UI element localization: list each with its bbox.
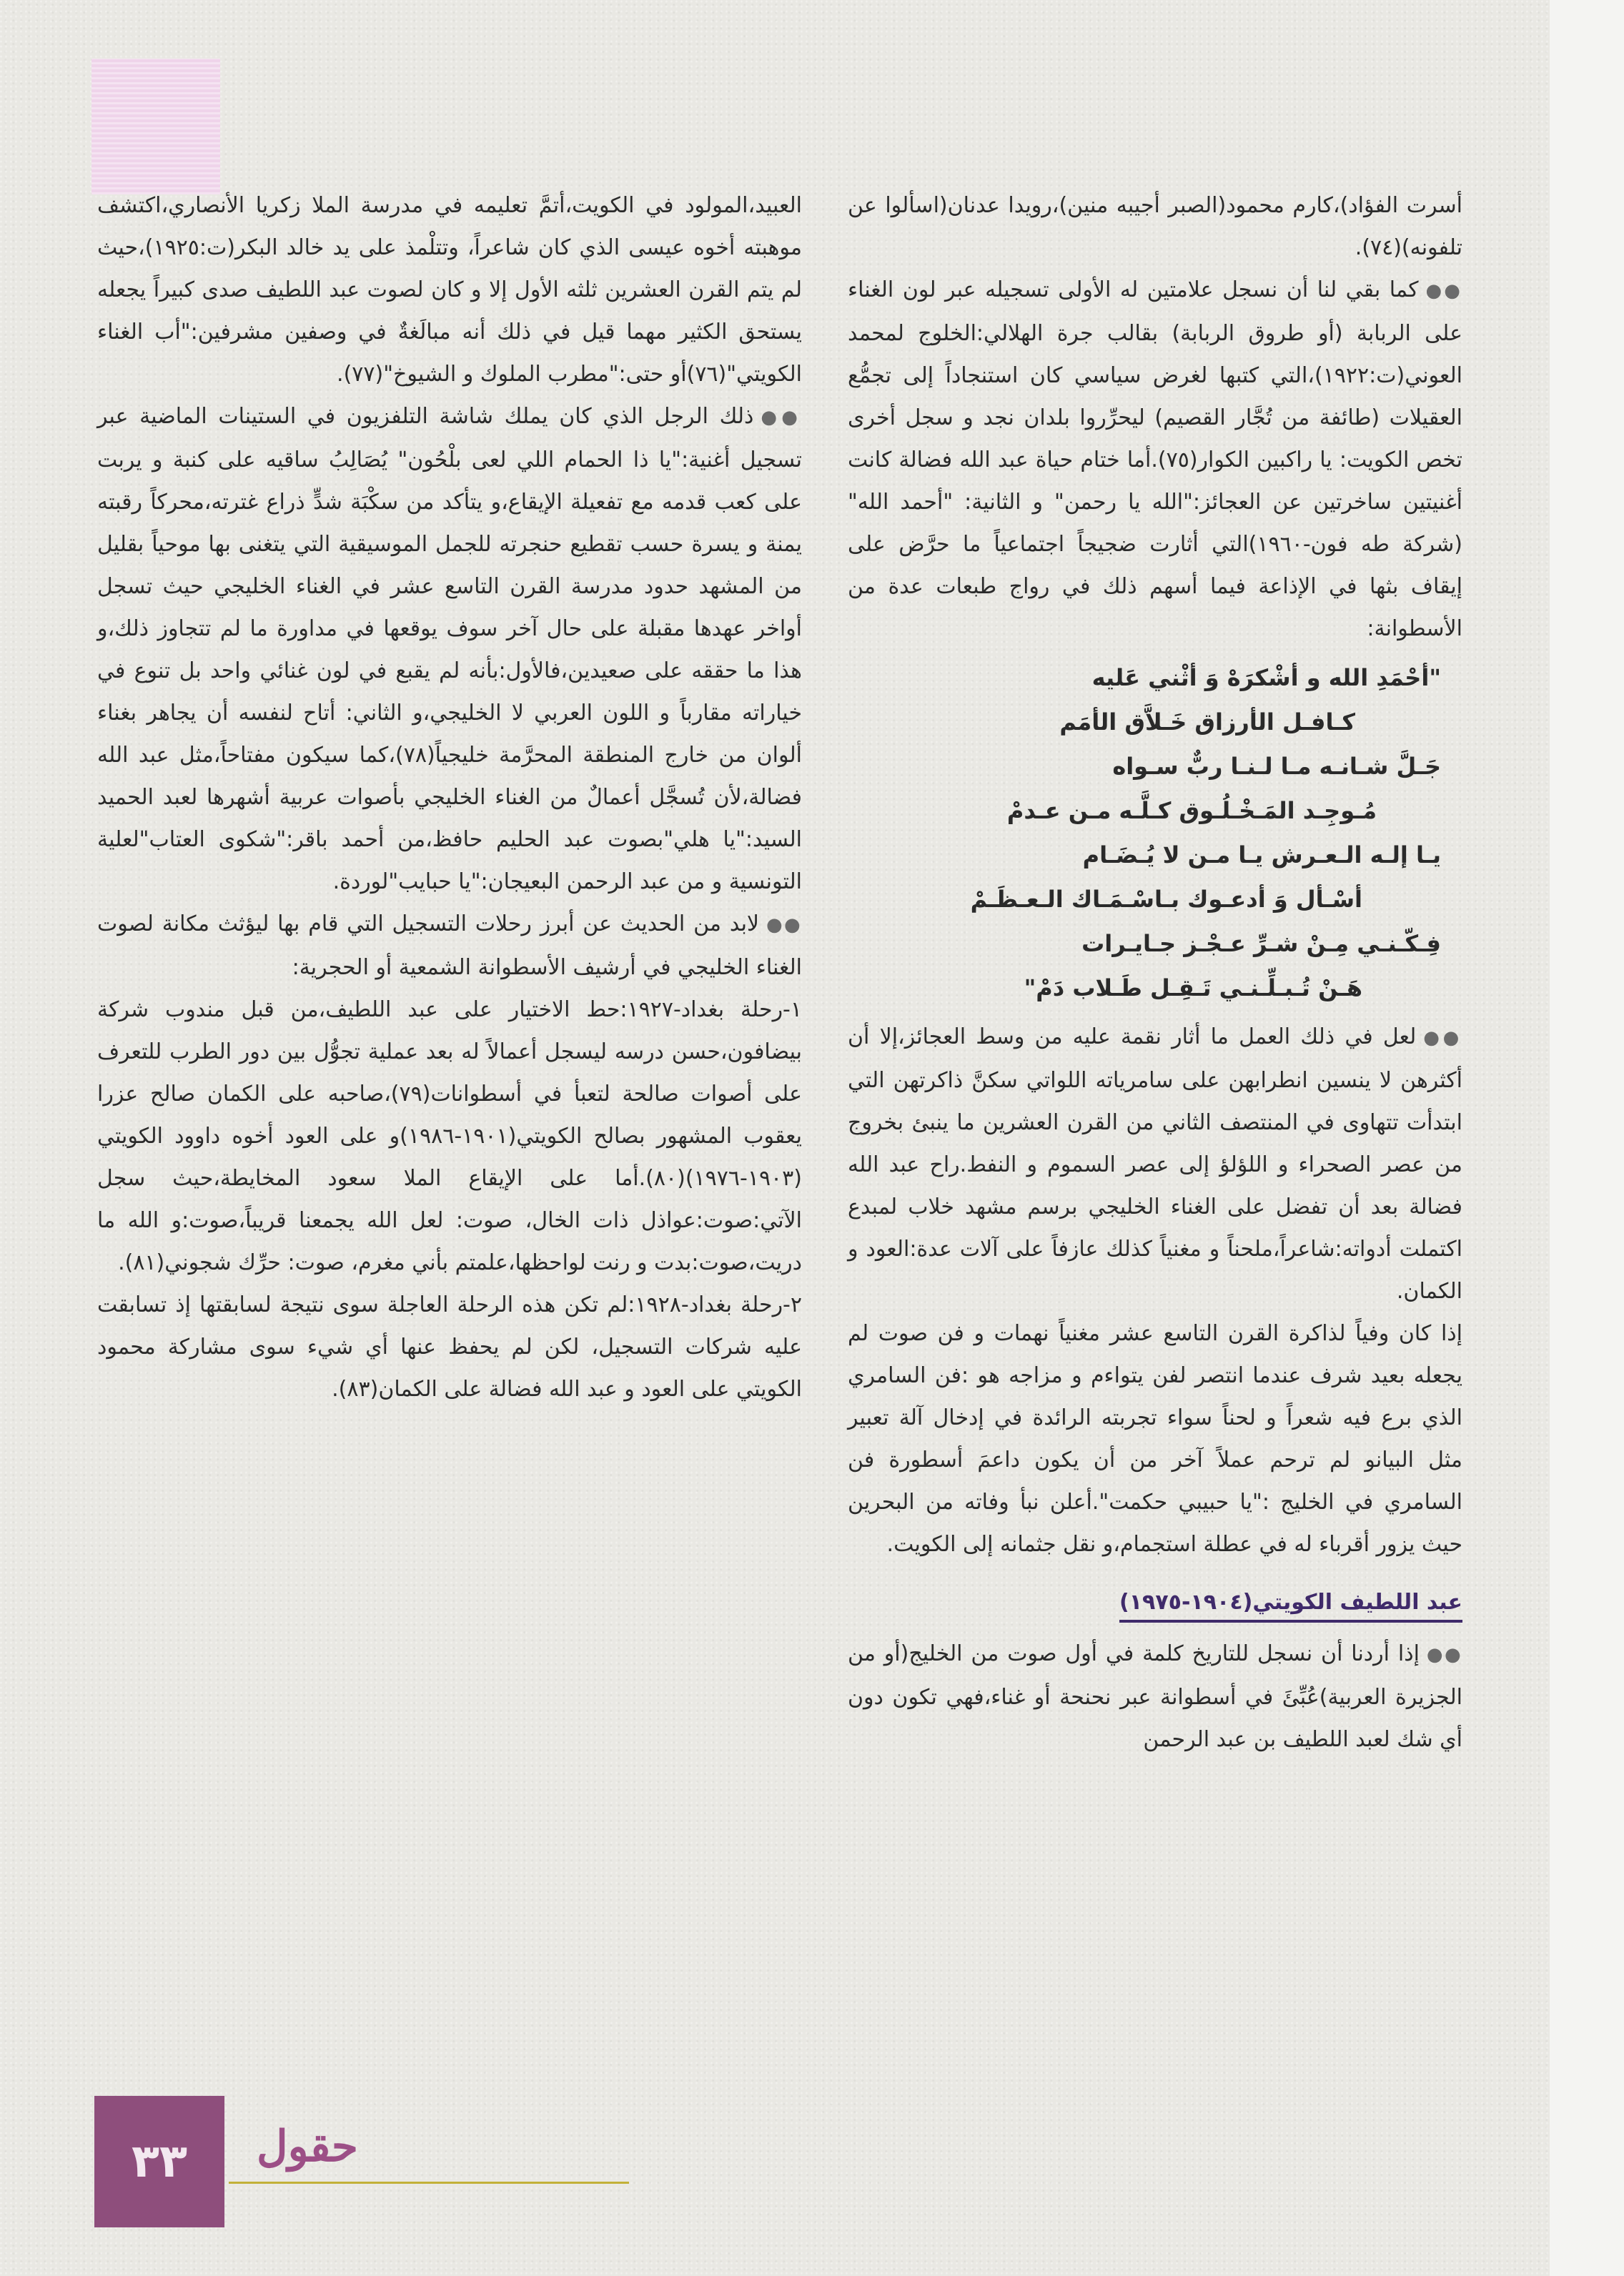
poem-line: مُـوجِـد المَـخْـلُـوق كـلَّـه مـن عـدمْ xyxy=(1006,797,1377,824)
poem-line: كـافـل الأرزاق خَـلاَّق الأمَم xyxy=(1059,708,1355,736)
bullet-icon: ●● xyxy=(761,407,802,428)
paragraph: ٢-رحلة بغداد-١٩٢٨:لم تكن هذه الرحلة العاجلة سوى نتيجة لسابقتها إذ تسابقت عليه شركات التسجيل، لكن لم يحفظ عنها أي شيء سوى مشاركة محمود الكويتي على العود و عبد الله فضالة على الكمان(٨٣). xyxy=(97,1292,803,1402)
footer-rule xyxy=(229,2182,629,2184)
poem-line: فِـكّـنـي مِـنْ شـرِّ عـجْـز جـايـرات xyxy=(1081,930,1441,957)
paragraph: إذا كان وفياً لذاكرة القرن التاسع عشر مغنياً نهمات و فن صوت لم يجعله بعيد شرف عندما انتصر لفن يتواءم و مزاجه هو :فن السامري الذي برع فيه شعراً و لحناً سواء تجربته الرائدة في إدخال آلة تعبير مثل البيانو لم ترحم عملاً آخر من أن يكون داعمَ أسطورة فن السامري في الخليج :"يا حبيبي حكمت".أعلن نبأ وفاته من البحرين حيث يزور أقرباء له في عطلة استجمام،و نقل جثمانه إلى الكويت. xyxy=(848,1321,1462,1557)
paragraph: أسرت الفؤاد)،كارم محمود(الصبر أجيبه منين)،رويدا عدنان(اسألوا عن تلفونه)(٧٤). xyxy=(848,193,1462,260)
poem-line: أسْـأل وَ أدعـوك بـاسْـمَـاك الـعـظَـمْ xyxy=(970,886,1362,913)
paragraph: ●●إذا أردنا أن نسجل للتاريخ كلمة في أول صوت من الخليج(أو من الجزيرة العربية)عُبِّئَ في أسطوانة عبر نحنحة أو غناء،فهي تكون دون أي شك لعبد اللطيف بن عبد الرحمن xyxy=(848,1641,1462,1752)
poem-line: هَـنْ تُـبـلِّـنـي تَـقِـل طَـلاب دَمْ" xyxy=(1024,974,1362,1001)
section-heading: عبد اللطيف الكويتي(١٩٠٤-١٩٧٥) xyxy=(1119,1587,1462,1623)
magazine-logo: حقول xyxy=(256,2122,359,2172)
right-text-column xyxy=(848,184,1462,1761)
paragraph: ●●لابد من الحديث عن أبرز رحلات التسجيل التي قام بها ليؤثث مكانة لصوت الغناء الخليجي في أرشيف الأسطوانة الشمعية أو الحجرية: xyxy=(97,911,802,980)
bullet-icon: ●● xyxy=(1425,280,1462,302)
paragraph: ١-رحلة بغداد-١٩٢٧:حط الاختيار على عبد اللطيف،من قبل مندوب شركة بيضافون،حسن درسه ليسجل أعمالاً له بعد عملية تجوُّل بين دور الطرب للتعرف على أصوات صالحة لتعبأ في أسطوانات(٧٩)،صاحبه على الكمان صالح عزرا يعقوب المشهور بصالح الكويتي(١٩٠١-١٩٨٦)و على العود أخوه داوود الكويتي (١٩٠٣-١٩٧٦)(٨٠).أما على الإيقاع الملا سعود المخايطة،حيث سجل الآتي:صوت:عواذل ذات الخال، صوت: لعل الله يجمعنا قريباً،صوت:و الله ما دريت،صوت:بدت و رنت لواحظها،علمتم بأني مغرم، صوت: حرِّك شجوني(٨١). xyxy=(97,997,803,1275)
poem-line: جَـلَّ شـانـه مـا لـنـا ربٌّ سـواه xyxy=(1112,753,1441,780)
left-text-column xyxy=(97,184,802,1410)
bullet-icon: ●● xyxy=(766,914,802,936)
page-number: ٣٣ xyxy=(94,2096,224,2227)
paragraph: العبيد،المولود في الكويت،أتمَّ تعليمه في مدرسة الملا زكريا الأنصاري،اكتشف موهبته أخوه عيسى الذي كان شاعراً، وتتلْمذ على يد خالد البكر(ت:١٩٢٥)،حيث لم يتم القرن العشرين ثلثه الأول إلا و كان لصوت عبد اللطيف صدى كبيراً يجعله يستحق الكثير مهما قيل في ذلك أنه مبالَغةٌ في وصفين مشرفين:"أب الغناء الكويتي"(٧٦)أو حتى:"مطرب الملوك و الشيوخ"(٧٧). xyxy=(97,193,802,387)
paragraph: ●●لعل في ذلك العمل ما أثار نقمة عليه من وسط العجائز،إلا أن أكثرهن لا ينسين انطرابهن على سامرياته اللواتي سكنَّ ذاكرتهن التي ابتدأت تتهاوى في المنتصف الثاني من القرن العشرين ما ينبئ بخروج من عصر الصحراء و اللؤلؤ إلى عصر السموم و النفط.راح عبد الله فضالة بعد أن تفضل على الغناء الخليجي برسم مشهد خلاب لمبدع اكتملت أدواته:شاعراً،ملحناً و مغنياً كذلك عازفاً على آلات عدة:العود و الكمان. xyxy=(848,1024,1463,1304)
poem-line: يـا إلـه الـعـرش يـا مـن لا يُـضَـام xyxy=(1082,841,1441,869)
page-edge xyxy=(1550,0,1624,2276)
paragraph: ●●كما بقي لنا أن نسجل علامتين له الأولى تسجيله عبر لون الغناء على الربابة (أو طروق الربابة) بقالب جرة الهلالي:الخلوج لمحمد العوني(ت:١٩٢٢)،التي كتبها لغرض سياسي كان استنجاداً إلى تجمُّع العقيلات (طائفة من تُجَّار القصيم) ليحرِّروا بلدان نجد و سجل أخرى تخص الكويت: يا راكبين الكوار(٧٥).أما ختام حياة عبد الله فضالة كانت أغنيتين ساخرتين عن العجائز:"الله يا رحمن" و الثانية: "أحمد الله"(شركة طه فون-١٩٦٠)التي أثارت ضجيجاً اجتماعياً ما حرَّض على إيقاف بثها في الإذاعة فيما أسهم ذلك في رواج طبعات عدة من الأسطوانة: xyxy=(848,277,1462,641)
paragraph: ●●ذلك الرجل الذي كان يملك شاشة التلفزيون في الستينات الماضية عبر تسجيل أغنية:"يا ذا الحمام اللي لعى بلْحُون" يُصَالِبُ ساقيه على كنبة و يربت على كعب قدمه مع تفعيلة الإيقاع،و يتأكد من سكْبَة شدٍّ ذراع غترته،محركاً رقبته يمنة و يسرة حسب تقطيع حنجرته للجمل الموسيقية التي يتغنى بها موحياً بقليل من المشهد حدود مدرسة القرن التاسع عشر في الغناء الخليجي حيث تسجل أواخر عهدها مقبلة على حال آخر سوف يوقعها في مداورة ما لم تتجاوز ذلك،و هذا ما حققه على صعيدين،فالأول:بأنه لم يقبع في لون غنائي واحد بل تنوع في خياراته مقارباً و اللون العربي لا الخليجي،و الثاني: أتاح لنفسه أن يجاهر بغناء ألوان من خارج المنطقة المحرَّمة خليجياً(٧٨)،كما سيكون مفتاحاً،مثل عبد الله فضالة،لأن تُسجَّل أعمالٌ من الغناء الخليجي بأصوات عربية أشهرها لعبد الحميد السيد:"يا هلي"بصوت عبد الحليم حافظ،من أحمد باقر:"شكوى العتاب"لعلية التونسية و من عبد الرحمن البعيجان:"يا حبايب"لوردة. xyxy=(97,404,802,894)
decorative-pink-block xyxy=(91,59,220,194)
poem-line: "أحْمَدِ الله و أشْكرَهْ وَ أثْني عَليه xyxy=(1091,664,1441,691)
bullet-icon: ●● xyxy=(1423,1027,1463,1049)
bullet-icon: ●● xyxy=(1426,1644,1462,1666)
poem xyxy=(848,655,1462,1010)
